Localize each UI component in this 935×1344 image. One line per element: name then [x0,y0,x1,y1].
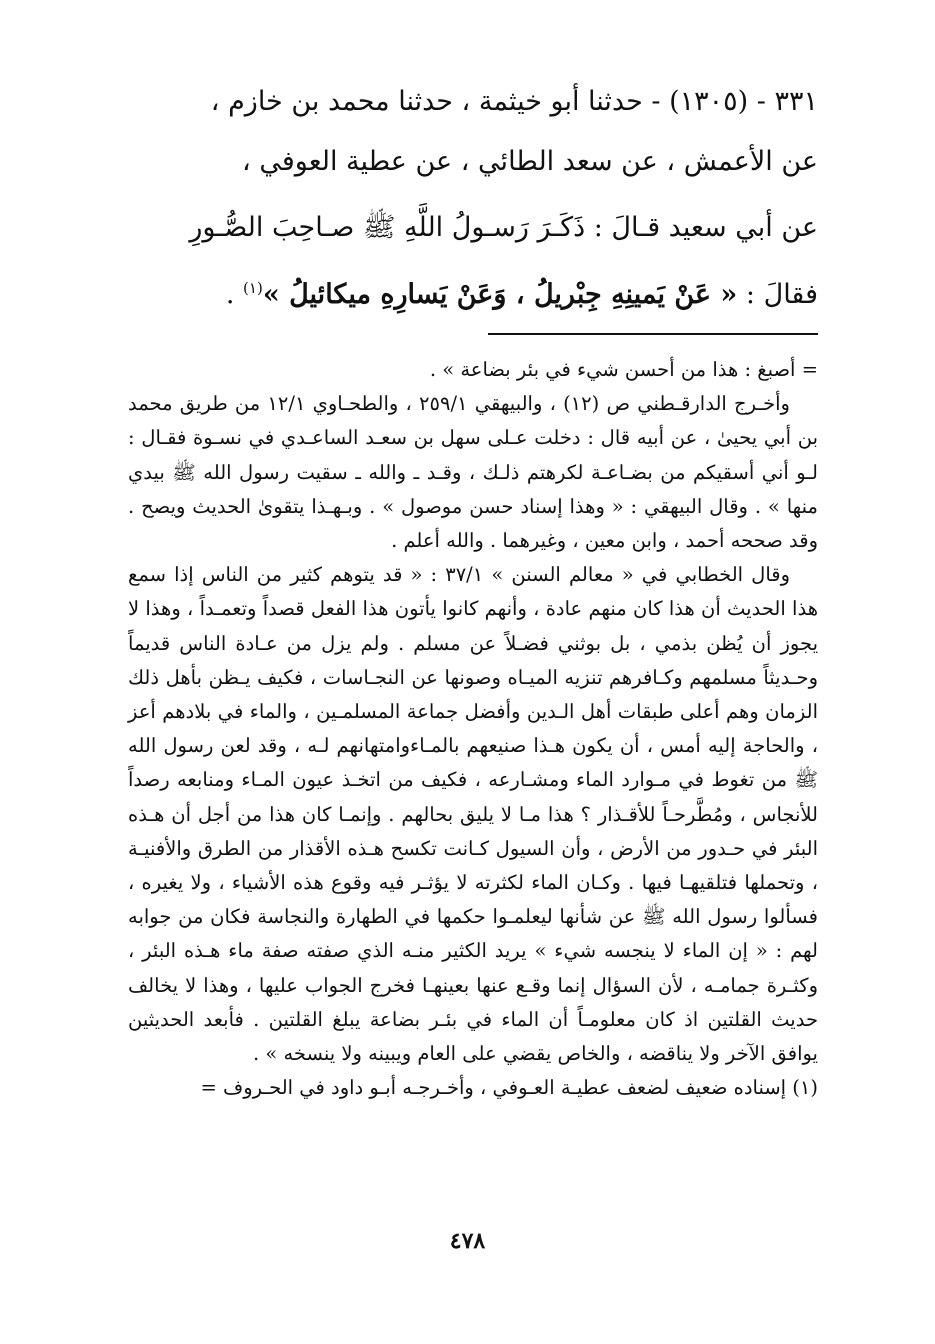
hadith-line-1: ٣٣١ - (١٣٠٥) - حدثنا أبو خيثمة ، حدثنا محمد بن خازم ، [210,86,818,117]
page-body [128,72,818,1332]
hadith-text [128,72,818,325]
note-continuation: = أصبغ : هذا من أحسن شيء في بئر بضاعة » . [429,358,818,381]
hadith-matn: « عَنْ يَمينِهِ جِبْريلُ ، وَعَنْ يَسارِهِ ميكائيلُ » [262,279,738,310]
hadith-line-4 [128,258,818,325]
page-number: ٤٧٨ [449,1228,486,1254]
footnote-1: (١) إسناده ضعيف لضعف عطيـة العـوفي ، وأخـرجـه أبـو داود في الحـروف = [200,1076,818,1100]
footnote-separator [488,333,818,335]
footnote-reference: (١) [243,279,263,297]
hadith-line-2: عن الأعمش ، عن سعد الطائي ، عن عطية العوفي ، [242,146,818,177]
hadith-line-3: عن أبي سعيد قـالَ : ذَكَـرَ رَسـولُ اللَّهِ ﷺ صـاحِبَ الصُّـورِ [189,212,818,243]
note-paragraph-daraqutni: وأخـرج الدارقـطني ص (١٢) ، والبيهقي ٢٥٩/١ ، والطحـاوي ١٢/١ من طريق محمد بن أبي يحيىٰ ، عن أبيه قال : دخلت عـلى سهل بن سعـد الساعـدي في نسـوة فقـال : لـو أني أسقيكم من بضـاعـة لكرهتم ذلـك ، وقـد ـ والله ـ سقيت رسول الله ﷺ بيدي منها » . وقال البيهقي : « وهذا إسناد حسن موصول » . وبـهـذا يتقوىٰ الحديث ويصح . وقد صححه أحمد ، وابن معين ، وغيرهما . والله أعلم . [128,392,818,553]
hadith-line-4-end: . [225,279,244,310]
footnotes [128,353,818,1105]
note-paragraph-khattabi: وقال الخطابي في « معالم السنن » ٣٧/١ : « قد يتوهم كثير من الناس إذا سمع هذا الحديث أن هذا كان منهم عادة ، وأنهم كانوا يأتون هذا الفعل قصداً وتعمـداً ، وهذا لا يجوز أن يُظن بذمي ، بل بوثني فضـلاً عن مسلم . ولم يزل من عـادة الناس قديماً وحـديثاً مسلمهم وكـافرهم تنزيه الميـاه وصونها عن النجـاسات ، فكيف يـظن بأهل ذلك الزمان وهم أعلى طبقات أهل الـدين وأفضل جماعة المسلمـين ، والماء في بلادهم أعز ، والحاجة إليه أمس ، أن يكون هـذا صنيعهم بالمـاءوامتهانهم لـه ، وقد لعن رسول الله ﷺ من تغوط في مـوارد الماء ومشـارعه ، فكيف من اتخـذ عيون المـاء ومنابعه رصداً للأنجاس ، ومُطَّرحـاً للأقـذار ؟ هذا مـا لا يليق بحالهم . وإنمـا كان هذا من أجل أن هـذه البئر في حـدور من الأرض ، وأن السيول كـانت تكسح هـذه الأقذار من الطرق والأفنيـة ، وتحملها فتلقيهـا فيها . وكـان الماء لكثرته لا يؤثـر فيه وقوع هذه الأشياء ، ولا يغيره ، فسألوا رسول الله ﷺ عن شأنها ليعلمـوا حكمها في الطهارة والنجاسة فكان من جوابه لهم : « إن الماء لا ينجسه شيء » يريد الكثير منـه الذي صفته صفة ماء هـذه البئر ، وكثـرة جمامـه ، لأن السؤال إنما وقـع عنها بعينهـا فخرج الجواب عليها ، وهذا لا يخالف حديث القلتين اذ كان معلومـاً أن الماء في بئـر بضاعة يبلغ القلتين . فأبعد الحديثين يوافق الآخر ولا يناقضه ، والخاص يقضي على العام ويبينه ولا ينسخه » . [128,563,818,1066]
hadith-line-4-prefix: فقالَ : [745,279,818,310]
